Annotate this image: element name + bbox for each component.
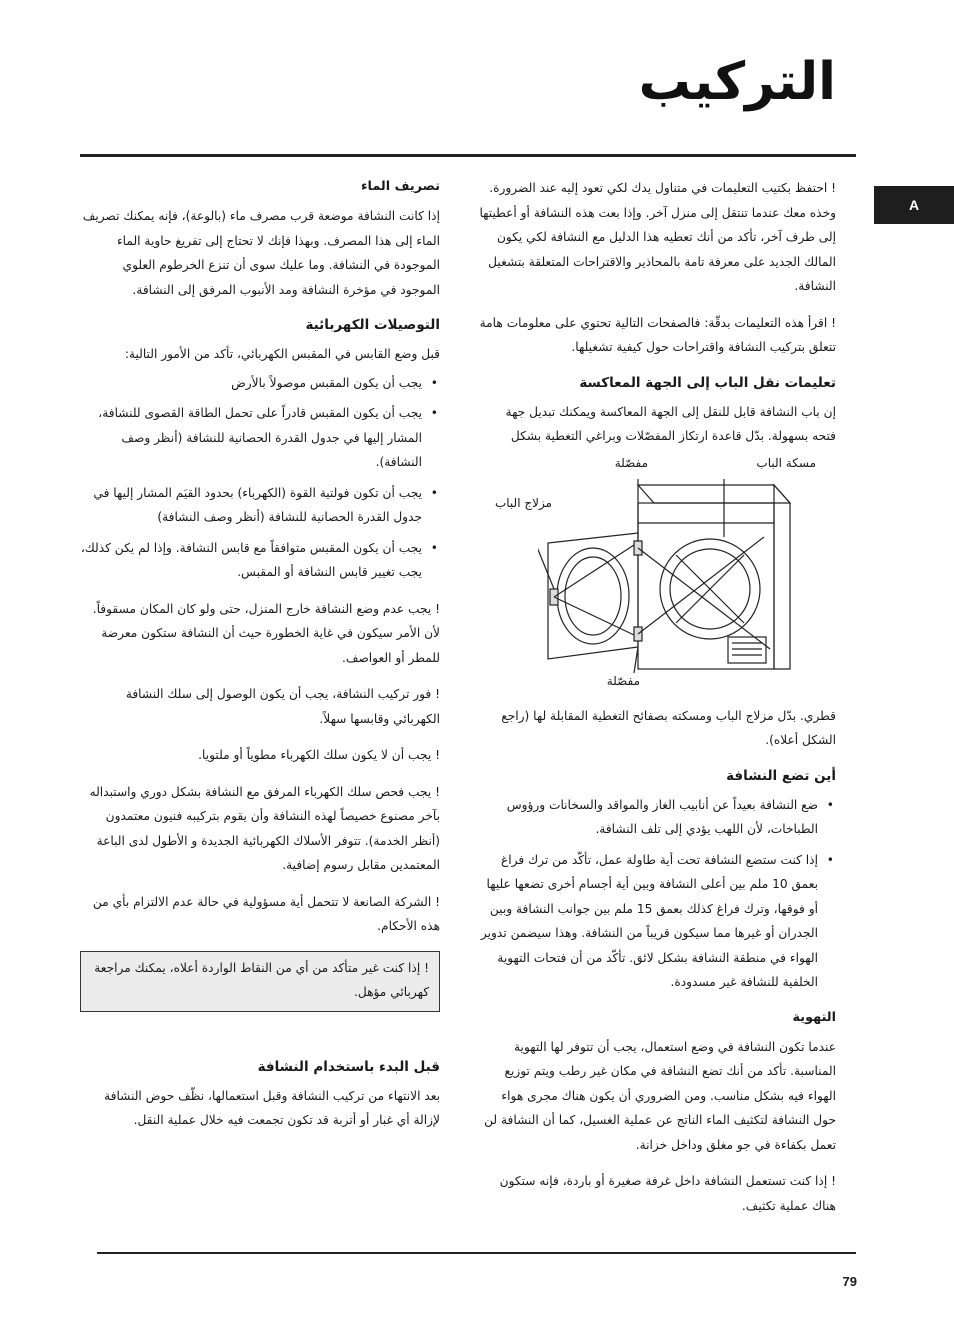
door-section-heading: تعليمات نقل الباب إلى الجهة المعاكسة	[579, 374, 836, 391]
label-hinge-bottom: مفصّلة	[606, 673, 640, 688]
dryer-illustration	[538, 477, 798, 677]
where-item-2: • إذا كنت ستضع النشافة تحت أية طاولة عمل، تأكّد من ترك فراغ بعمق 10 ملم بين أعلى النشافة وبين أية أجسام أخرى تضعها عليها أو فوقها، وترك فراغ كذلك بعمق 15 ملم بين جوانب النشافة وبين الجدران أو غيرها مما سيكون قريباً من النشافة. وهذا سيضمن تدوير الهواء في منطقة النشافة بشكل لائق. تأكّد من أن فتحات التهوية الخلفية للنشافة غير مسدودة.	[478, 848, 818, 995]
vent-warning: ! إذا كنت تستعمل النشافة داخل غرفة صغيرة أو باردة، فإنه ستكون هناك عملية تكثيف.	[499, 1174, 836, 1213]
language-tab: A	[874, 186, 954, 224]
electrical-heading: التوصيلات الكهربائية	[305, 317, 440, 333]
label-door-latch: مزلاج الباب	[494, 495, 552, 510]
electrical-intro: قبل وضع القابس في المقبس الكهربائي، تأكد من الأمور التالية:	[124, 347, 440, 361]
warning-1: ! يجب عدم وضع النشافة خارج المنزل، حتى ولو كان المكان مسقوفاً. لأن الأمر سيكون في غاية الخطورة حيث أن النشافة ستكون معرضة للمطر أو العواصف.	[92, 601, 440, 665]
warning-5: ! الشركة الصانعة لا تتحمل أية مسؤولية في حالة عدم الالتزام بأي من هذه الأحكام.	[92, 894, 440, 933]
warning-4: ! يجب فحص سلك الكهرباء المرفق مع النشافة بشكل دوري واستبداله بآخر مصنوع خصيصاً لهذه النشافة وأن يقوم بتركيبه فنيون معتمدون (أنظر الخدمة). تتوفر الأسلاك الكهربائية الجديدة و الأطول لدى الباعة المعتمدين مقابل رسوم إضافية.	[89, 784, 440, 872]
electrical-item-4: • يجب أن يكون المقبس متوافقاً مع قابس النشافة. وإذا لم يكن كذلك، يجب تغيير قابس النشافة أو المقبس.	[80, 536, 422, 585]
where-item-1: • ضع النشافة بعيداً عن أنابيب الغاز والمواقد والسخانات ورؤوس الطباخات، لأن اللهب يؤدي إلى تلف النشافة.	[478, 793, 818, 842]
electrical-item-3: • يجب أن تكون فولتية القوة (الكهرباء) بحدود القيَم المشار إليها في جدول القدرة الحصانية للنشافة (أنظر وصف النشافة)	[80, 481, 422, 530]
start-heading: قبل البدء باستخدام النشافة	[257, 1058, 440, 1075]
warning-3: ! يجب أن لا يكون سلك الكهرباء مطوياً أو ملتويا.	[198, 748, 440, 762]
electrical-item-2: • يجب أن يكون المقبس قادراً على تحمل الطاقة القصوى للنشافة، المشار إليها في جدول القدرة الحصانية للنشافة (أنظر وصف النشافة).	[80, 401, 422, 475]
page-title: التركيب	[638, 52, 836, 112]
dryer-door-figure	[478, 455, 836, 690]
where-section-heading: أين تضع النشافة	[726, 767, 836, 784]
door-text-1: إن باب النشافة قابل للنقل إلى الجهة المعاكسة ويمكنك تبديل جهة فتحه بسهولة. بدّل قاعدة ارتكاز المفصّلات وبراغي التغطية بشكل	[505, 404, 836, 443]
top-divider	[80, 154, 856, 157]
electrical-item-1: • يجب أن يكون المقبس موصولاً بالأرض	[80, 371, 422, 396]
electrical-list	[80, 371, 440, 585]
where-list	[478, 793, 836, 995]
door-text-2: قطري. بدّل مزلاج الباب ومسكته بصفائح التغطية المقابلة لها (راجع الشكل أعلاه).	[501, 708, 836, 747]
right-column	[478, 176, 836, 1230]
start-text: بعد الانتهاء من تركيب النشافة وقبل استعمالها، نظّف حوض النشافة لإزالة أي غبار أو أتربة قد تكون تجمعت فيه خلال عملية النقل.	[104, 1088, 440, 1127]
vent-heading: التهوية	[792, 1009, 836, 1025]
vent-text: عندما تكون النشافة في وضع استعمال، يجب أن تتوفر لها التهوية المناسبة. تأكد من أنك تضع النشافة في مكان غير رطب ويتم توزيع الهواء فيه بشكل مناسب. ومن الضروري أن يكون هناك مجرى هواء حول النشافة لتكثيف الماء الناتج عن عملية الغسيل، كما أن النشافة لن تعمل بكفاءة في جو مغلق وداخل خزانة.	[484, 1039, 836, 1152]
label-door-handle: مسكة الباب	[756, 455, 816, 470]
page-number: 79	[842, 1274, 857, 1289]
drain-heading: تصريف الماء	[361, 179, 440, 194]
note-box: ! إذا كنت غير متأكد من أي من النقاط الواردة أعلاه، يمكنك مراجعة كهربائي مؤهل.	[80, 951, 440, 1012]
warning-2: ! فور تركيب النشافة، يجب أن يكون الوصول إلى سلك النشافة الكهربائي وقابسها سهلاً.	[125, 687, 440, 726]
drain-text: إذا كانت النشافة موضعة قرب مصرف ماء (بالوعة)، فإنه يمكنك تصريف الماء إلى هذا المصرف. وبهذا فإنك لا تحتاج إلى تفريغ حاوية الماء الموجودة في النشافة. وما عليك سوى أن تنزع الخرطوم العلوي الموجود في مؤخرة النشافة ومد الأنبوب المرفق إلى النشافة.	[82, 209, 440, 297]
intro-paragraph-2: ! اقرأ هذه التعليمات بدقّة: فالصفحات التالية تحتوي على معلومات هامة تتعلق بتركيب النشافة واقتراحات حول كيفية تشغيلها.	[479, 315, 836, 354]
label-hinge-top: مفصّلة	[614, 455, 648, 470]
intro-paragraph-1: ! احتفظ بكتيب التعليمات في متناول يدك لكي تعود إليه عند الضرورة. وخذه معك عندما تنتقل إلى منزل آخر. وإذا بعت هذه النشافة أو أعطيتها إلى طرف آخر، تأكد من أنك تعطيه هذا الدليل مع النشافة لكي يكون المالك الجديد على معرفة تامة بالمحاذير والاقتراحات المتعلقة بتشغيل النشافة.	[479, 181, 836, 293]
bottom-divider	[97, 1252, 856, 1254]
left-column	[80, 176, 440, 1145]
